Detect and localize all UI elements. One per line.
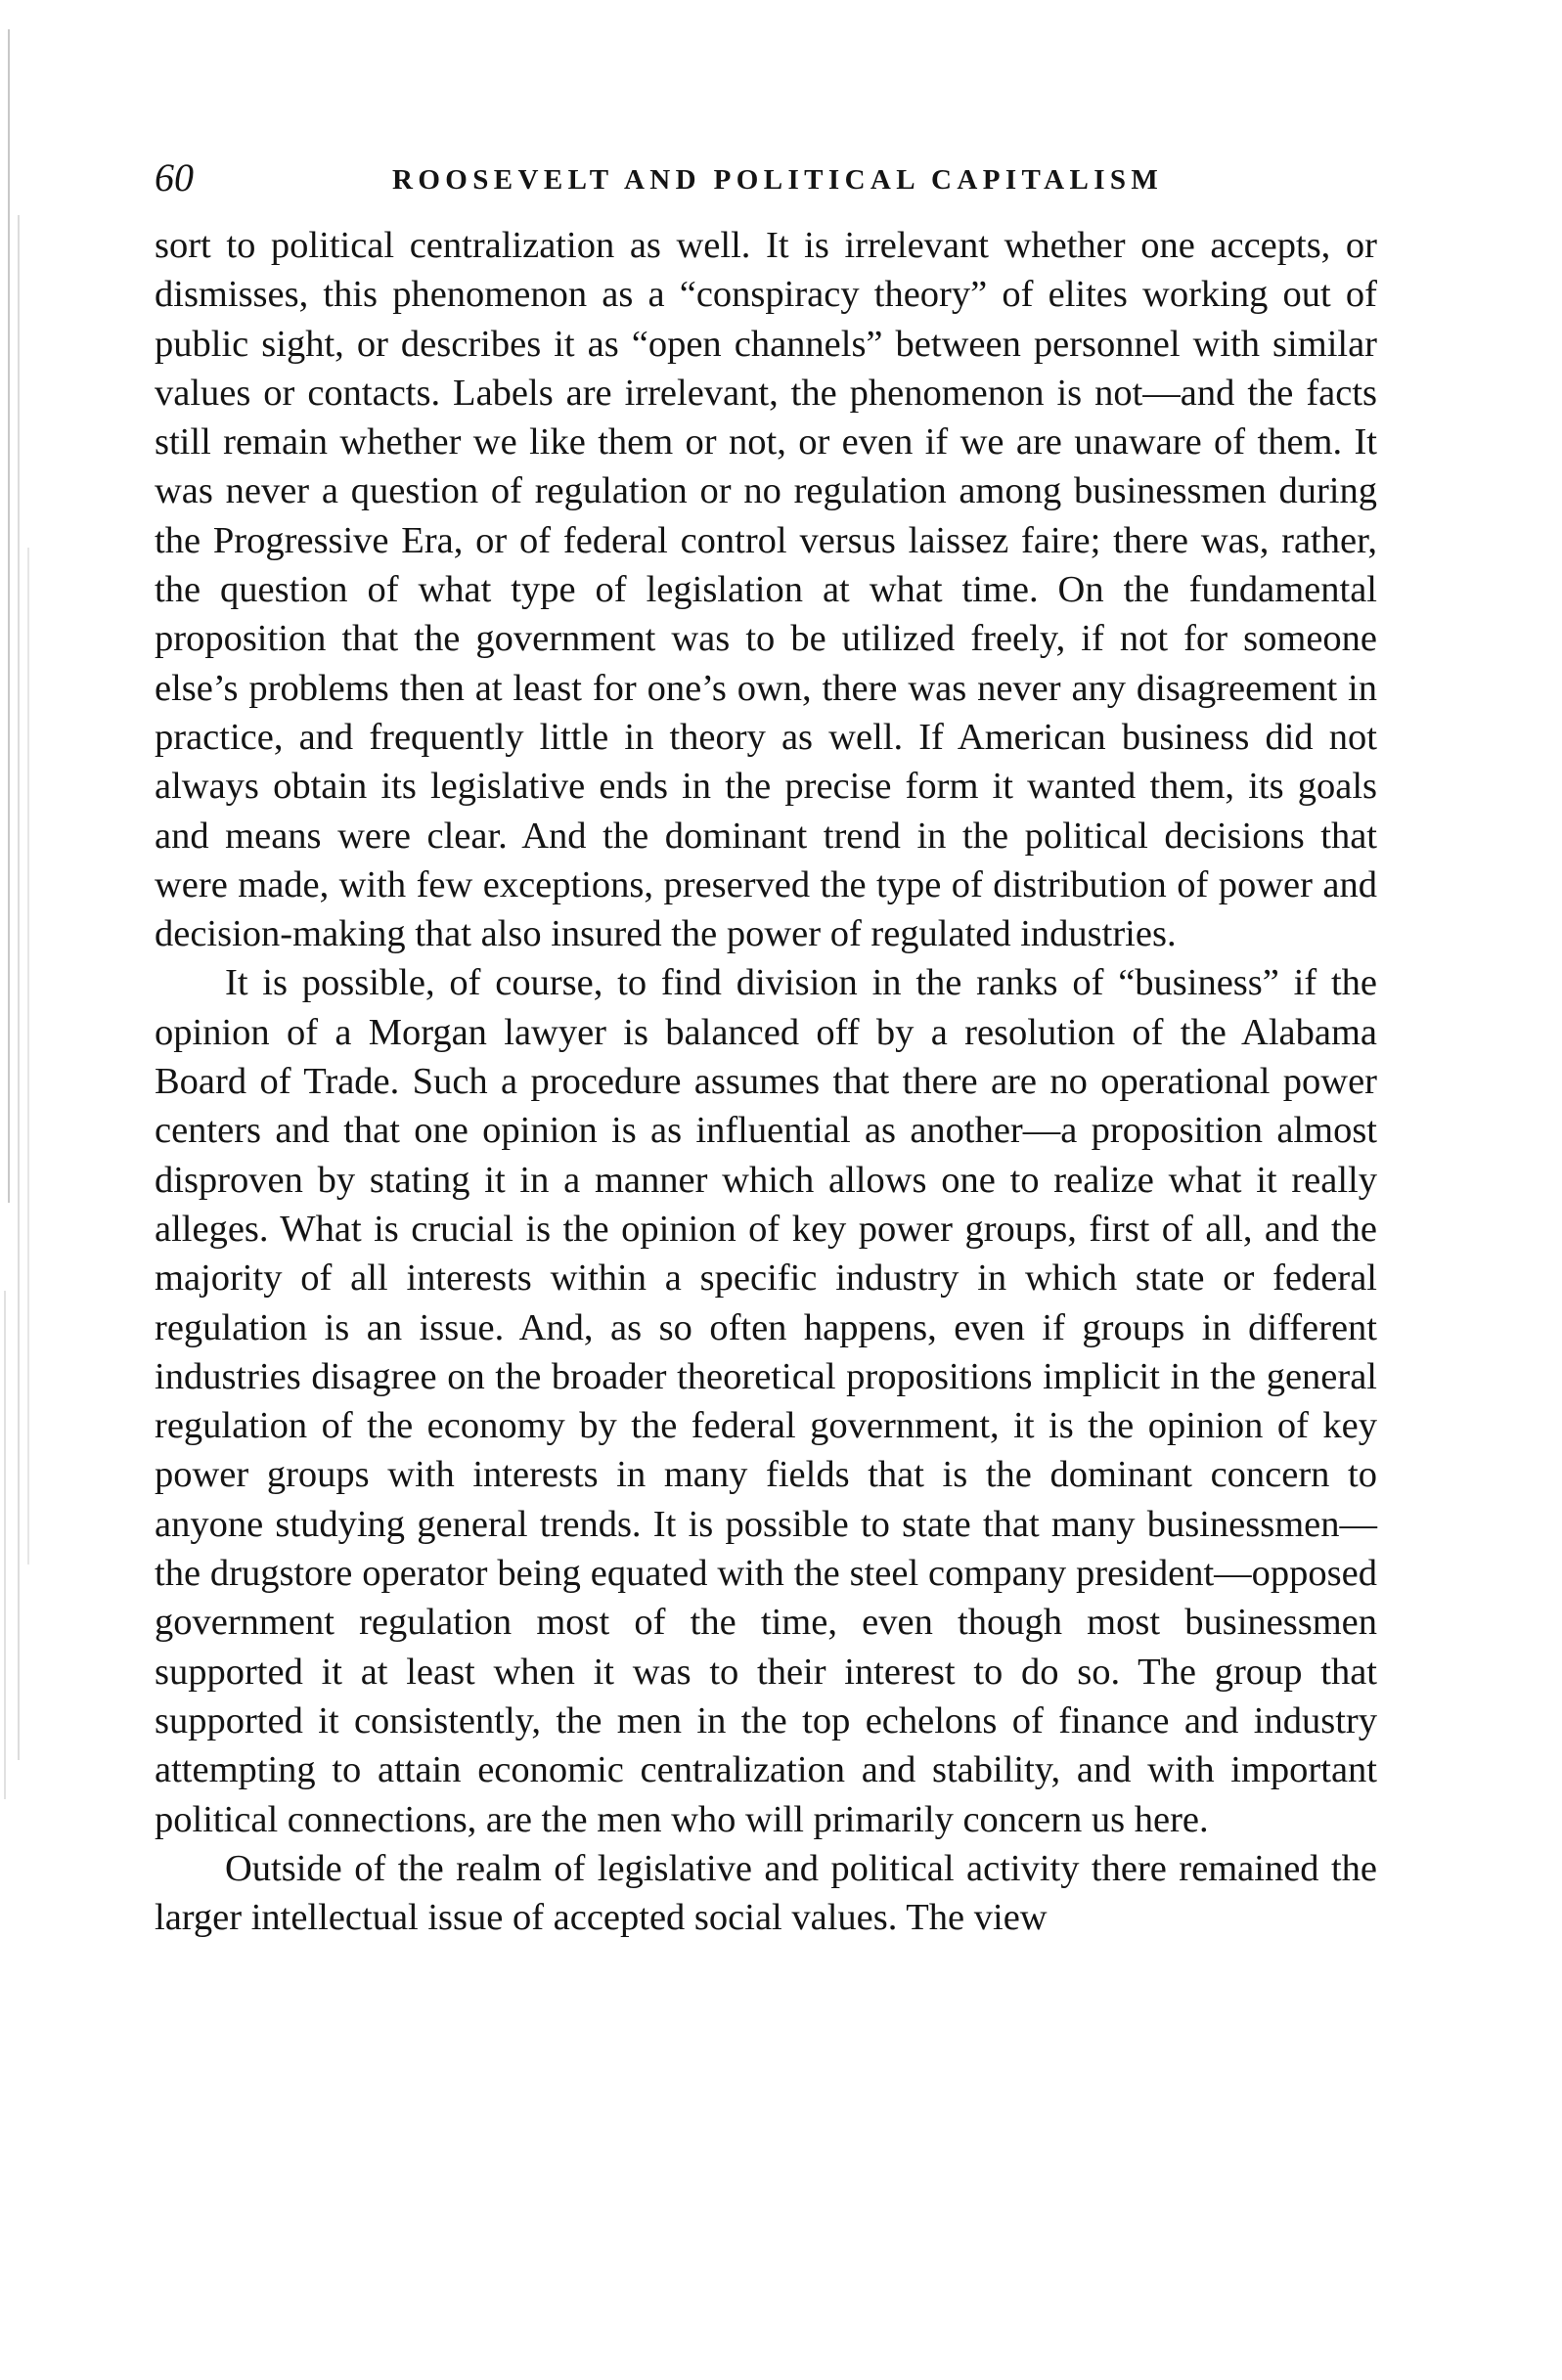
book-page [155, 156, 1377, 1942]
paragraph: sort to political centralization as well. It is irrelevant whether one accepts, or dismisses, this phenomenon as a “conspiracy theory” of elites working out of public sight, or describes it as “open channels” between personnel with similar values or contacts. Labels are irrelevant, the phenomenon is not—and the facts still remain whether we like them or not, or even if we are unaware of them. It was never a question of regulation or no regulation among businessmen during the Progressive Era, or of federal control versus laissez faire; there was, rather, the question of what type of legislation at what time. On the fundamental proposition that the government was to be utilized freely, if not for someone else’s problems then at least for one’s own, there was never any disagreement in practice, and frequently little in theory as well. If American business did not always obtain its legislative ends in the precise form it wanted them, its goals and means were clear. And the dominant trend in the political decisions that were made, with few exceptions, preserved the type of distribution of power and decision-making that also insured the power of regulated industries. [155, 225, 1377, 955]
running-title: ROOSEVELT AND POLITICAL CAPITALISM [392, 164, 1164, 196]
running-head [155, 156, 1377, 215]
page-number: 60 [155, 155, 194, 199]
paragraph: It is possible, of course, to find division in the ranks of “business” if the opinion of a Morgan lawyer is balanced off by a resolution of the Alabama Board of Trade. Such a procedure assumes that there are no operational power centers and that one opinion is as influential as another—a proposition almost disproven by stating it in a manner which allows one to realize what it really alleges. What is crucial is the opinion of key power groups, first of all, and the majority of all interests within a specific industry in which state or federal regulation is an issue. And, as so often happens, even if groups in different industries disagree on the broader theoretical propositions implicit in the general regulation of the economy by the federal government, it is the opinion of key power groups with interests in many fields that is the dominant concern to anyone studying general trends. It is possible to state that many businessmen—the drugstore operator being equated with the steel company president—opposed government regulation most of the time, even though most businessmen supported it at least when it was to their interest to do so. The group that supported it consistently, the men in the top echelons of finance and industry attempting to attain economic centralization and stability, and with important political connections, are the men who will primarily concern us here. [155, 962, 1377, 1840]
paragraph: Outside of the realm of legislative and political activity there remained the larger intellectual issue of accepted social values. The view [155, 1847, 1377, 1939]
scan-edge-artifact [0, 0, 68, 2380]
body-text [155, 221, 1377, 1942]
